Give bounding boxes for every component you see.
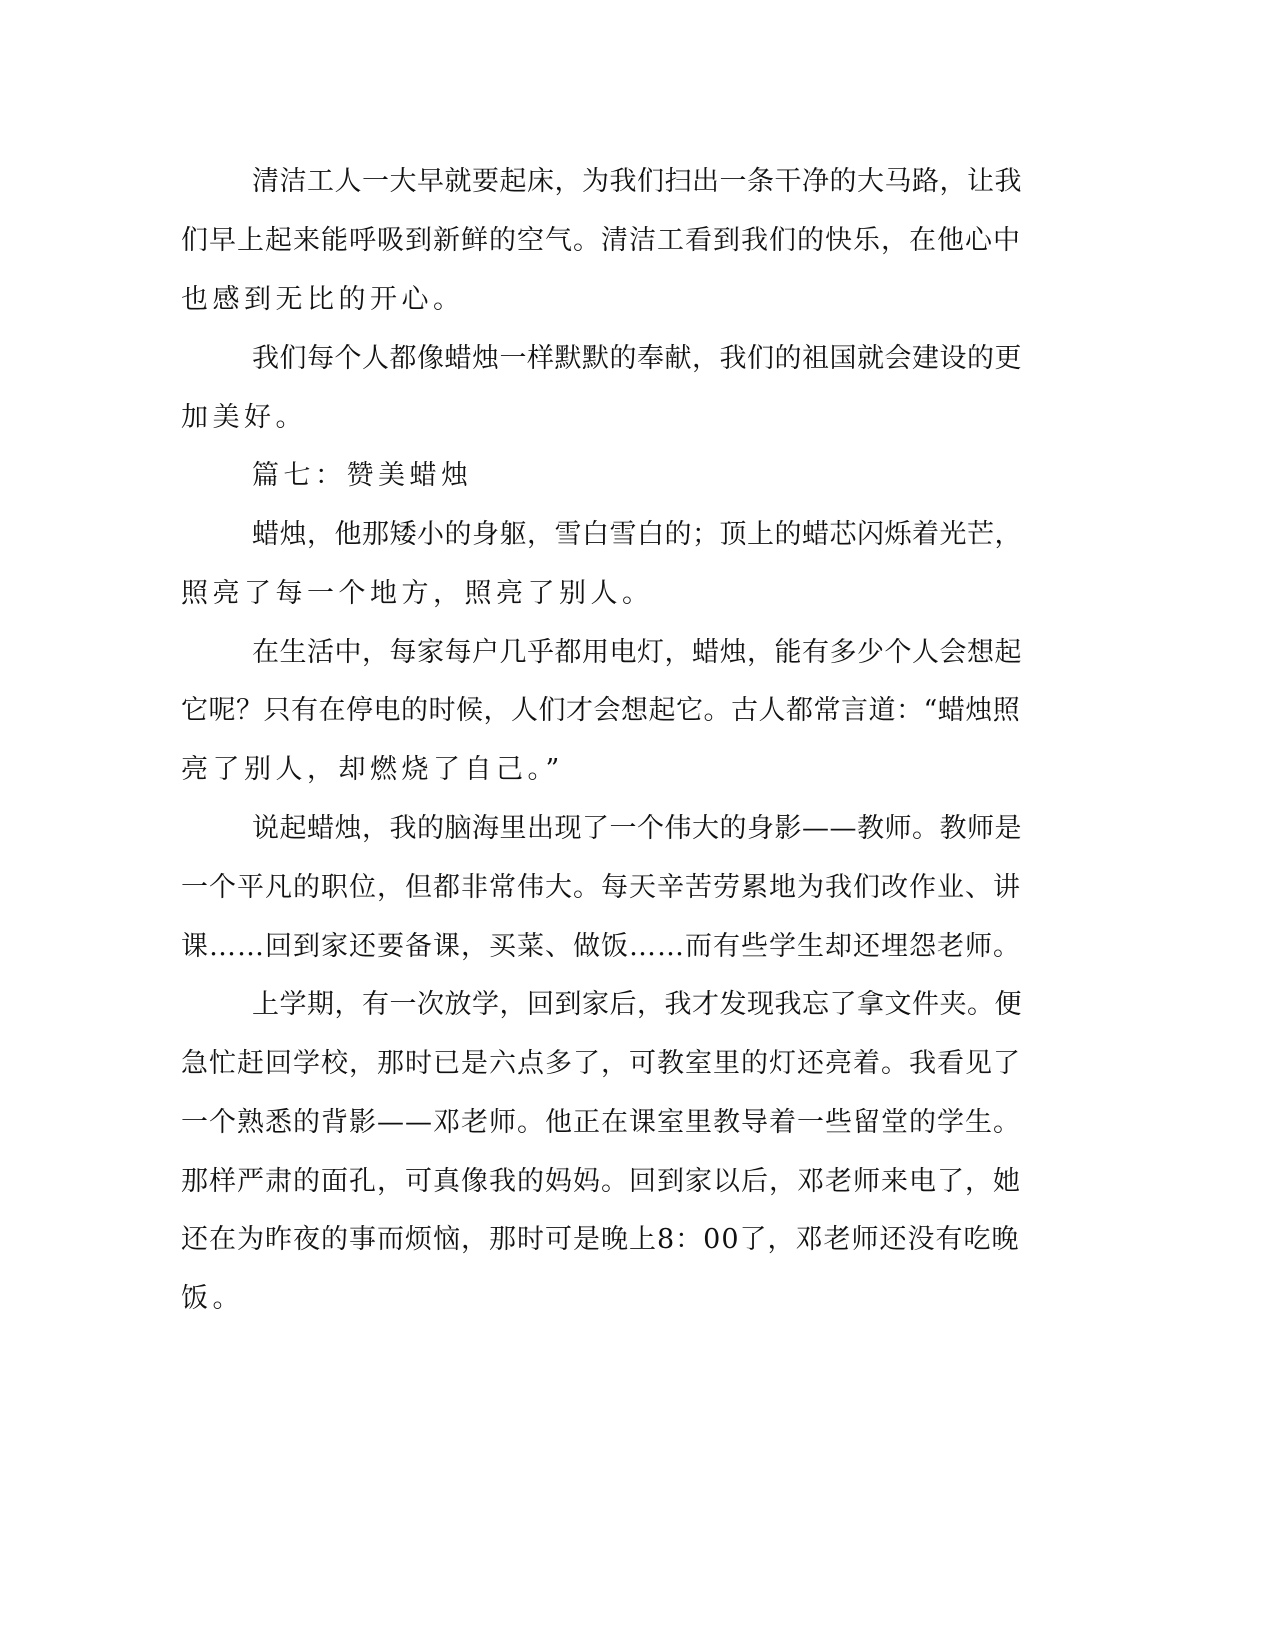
paragraph-line: 上学期，有一次放学，回到家后，我才发现我忘了拿文件夹。便 <box>252 989 1022 1020</box>
paragraph-line: 一个平凡的职位，但都非常伟大。每天辛苦劳累地为我们改作业、讲 <box>181 872 1021 903</box>
paragraph-line: 说起蜡烛，我的脑海里出现了一个伟大的身影——教师。教师是 <box>252 813 1022 844</box>
paragraph-line: 那样严肃的面孔，可真像我的妈妈。回到家以后，邓老师来电了，她 <box>181 1166 1021 1197</box>
paragraph-line: 在生活中，每家每户几乎都用电灯，蜡烛，能有多少个人会想起 <box>252 637 1022 668</box>
paragraph-line: 照亮了每一个地方，照亮了别人。 <box>181 578 654 609</box>
paragraph-line: 蜡烛，他那矮小的身躯，雪白雪白的；顶上的蜡芯闪烁着光芒， <box>252 519 1022 550</box>
paragraph-line: 还在为昨夜的事而烦恼，那时可是晚上8：00了，邓老师还没有吃晚 <box>181 1224 1020 1255</box>
paragraph-line: 亮了别人，却燃烧了自己。” <box>181 754 564 785</box>
paragraph-line: 也感到无比的开心。 <box>181 284 465 315</box>
paragraph-line: 急忙赶回学校，那时已是六点多了，可教室里的灯还亮着。我看见了 <box>181 1048 1021 1079</box>
paragraph-line: 饭。 <box>181 1283 244 1314</box>
paragraph-line: 加美好。 <box>181 402 307 433</box>
paragraph-line: 一个熟悉的背影——邓老师。他正在课室里教导着一些留堂的学生。 <box>181 1107 1021 1138</box>
paragraph-line: 课……回到家还要备课，买菜、做饭……而有些学生却还埋怨老师。 <box>181 931 1021 962</box>
section-heading: 篇七：赞美蜡烛 <box>252 460 473 491</box>
paragraph-line: 它呢？只有在停电的时候，人们才会想起它。古人都常言道：“蜡烛照 <box>181 695 1021 726</box>
paragraph-line: 们早上起来能呼吸到新鲜的空气。清洁工看到我们的快乐，在他心中 <box>181 225 1021 256</box>
paragraph-line: 我们每个人都像蜡烛一样默默的奉献，我们的祖国就会建设的更 <box>252 343 1022 374</box>
paragraph-line: 清洁工人一大早就要起床，为我们扫出一条干净的大马路，让我 <box>252 166 1022 197</box>
